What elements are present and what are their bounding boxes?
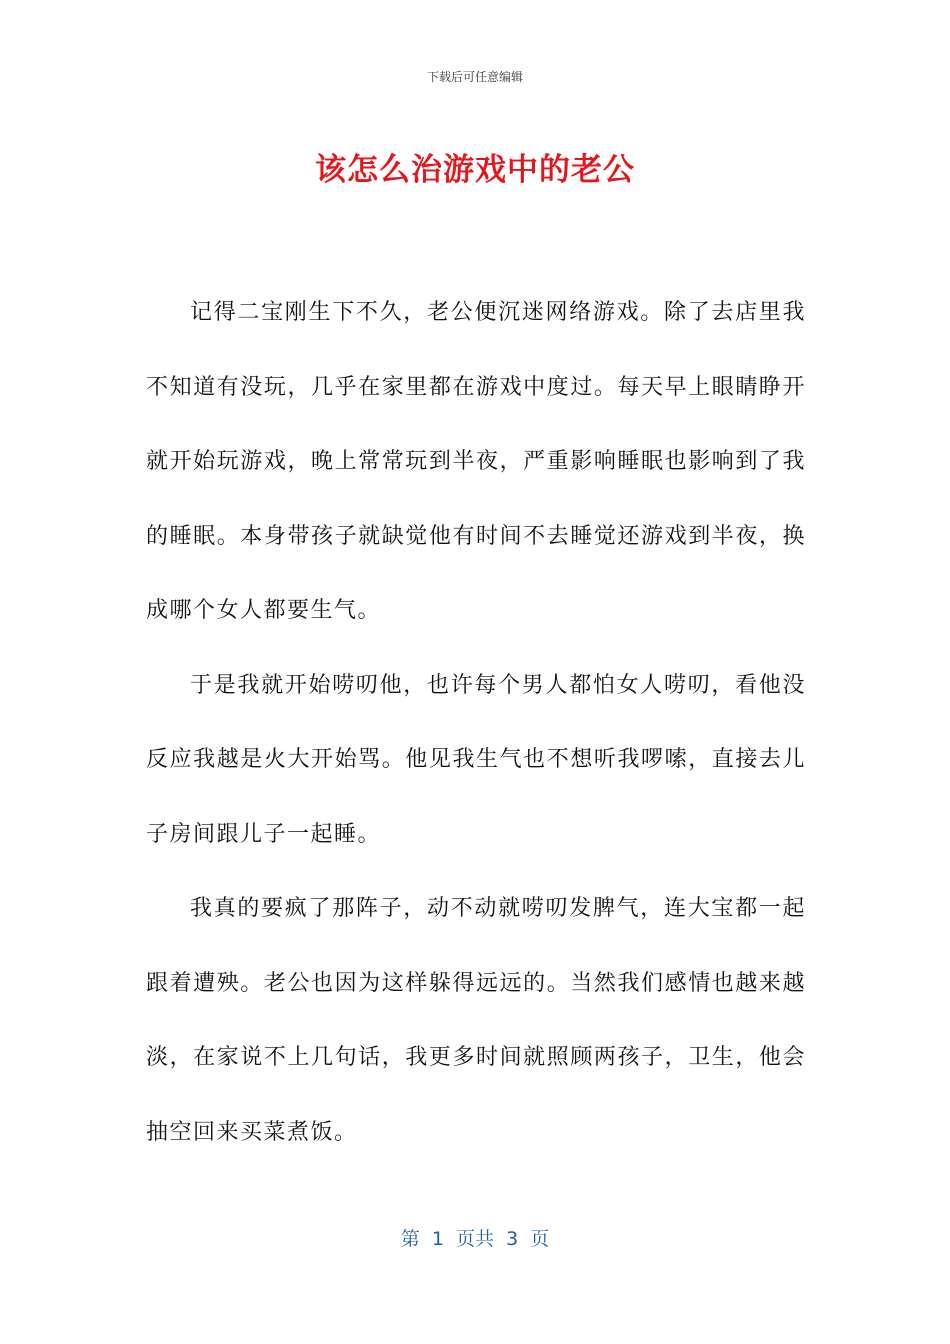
paragraph-1: 记得二宝刚生下不久，老公便沉迷网络游戏。除了去店里我不知道有没玩，几乎在家里都在游戏中度过。每天早上眼睛睁开就开始玩游戏，晚上常常玩到半夜，严重影响睡眠也影响到了我的睡眠。本身带孩子就缺觉他有时间不去睡觉还游戏到半夜，换成哪个女人都要生气。 [146, 300, 806, 623]
paragraph-3: 我真的要疯了那阵子，动不动就唠叨发脾气，连大宝都一起跟着遭殃。老公也因为这样躲得远远的。当然我们感情也越来越淡，在家说不上几句话，我更多时间就照顾两孩子，卫生，他会抽空回来买菜煮饭。 [146, 896, 806, 1145]
page-footer: 第 1 页共 3 页 [400, 1228, 550, 1250]
paragraph-2: 于是我就开始唠叨他，也许每个男人都怕女人唠叨，看他没反应我越是火大开始骂。他见我生气也不想听我啰嗦，直接去儿子房间跟儿子一起睡。 [146, 672, 806, 847]
document-title: 该怎么治游戏中的老公 [315, 152, 635, 188]
document-body [146, 276, 806, 1170]
header-note: 下载后可任意编辑 [426, 70, 523, 84]
